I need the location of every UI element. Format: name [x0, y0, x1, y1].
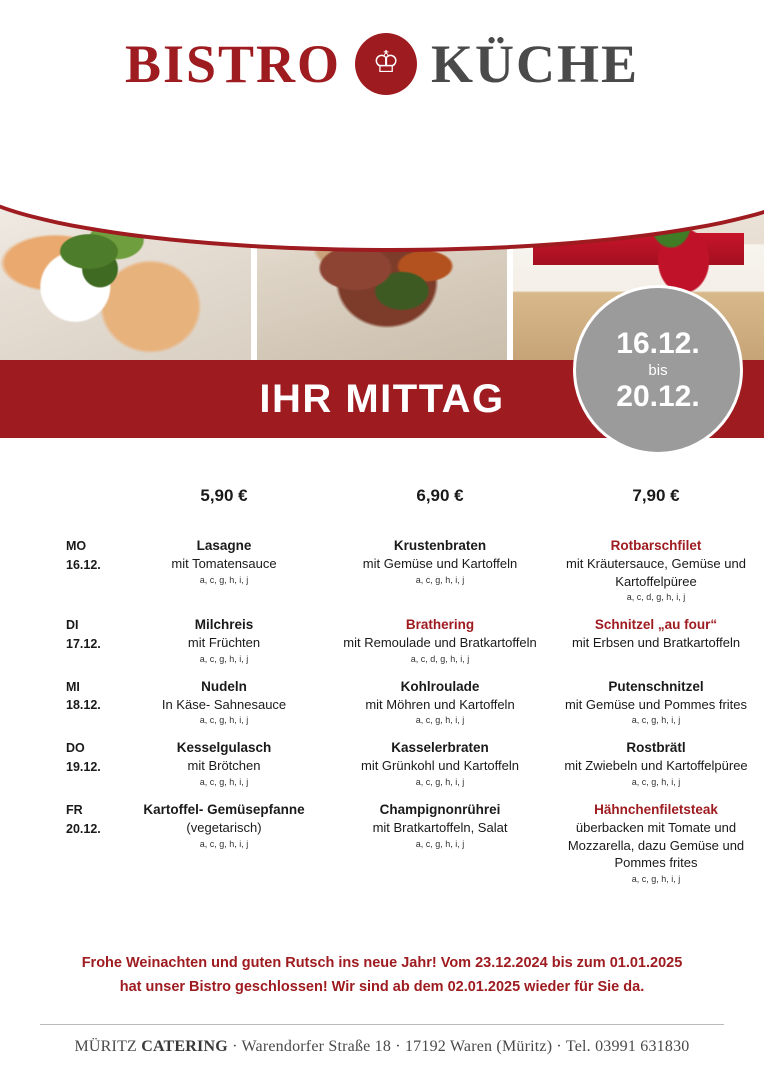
table-row	[0, 609, 764, 671]
dish-name: Krustenbraten	[393, 538, 487, 553]
dish-allergens: a, c, g, h, i, j	[199, 574, 249, 585]
price-row-spacer	[0, 486, 116, 506]
dish-name: Kasselerbraten	[391, 740, 489, 756]
dish-name: Kohlroulade	[400, 678, 480, 694]
dish-description: mit Gemüse und Kartoffeln	[362, 556, 518, 572]
dish-description: mit Gemüse und Pommes frites	[564, 696, 748, 712]
dish-name: Putenschnitzel	[608, 678, 704, 694]
day-cell	[0, 537, 116, 603]
dish-name: Brathering	[405, 617, 475, 633]
dish-name: Rotbarschfilet	[610, 538, 702, 553]
footer-brand-light: MÜRITZ	[74, 1038, 142, 1055]
footer-divider	[40, 1024, 724, 1025]
price-column-1: 5,90 €	[200, 486, 248, 505]
day-cell	[0, 616, 116, 665]
day-date: 19.12.	[66, 759, 101, 774]
banner-title: IHR MITTAG	[259, 376, 505, 421]
dish-description: mit Bratkartoffeln, Salat	[372, 820, 508, 836]
menu-table	[0, 530, 764, 890]
dish-allergens: a, c, d, g, h, i, j	[626, 592, 686, 603]
dish-name: Kesselgulasch	[176, 740, 272, 756]
dish-description: mit Brötchen	[187, 758, 261, 774]
footer-contact	[0, 1038, 764, 1056]
dish-allergens: a, c, g, h, i, j	[415, 574, 465, 585]
table-row	[0, 671, 764, 733]
dish-name: Nudeln	[201, 678, 247, 694]
dish-allergens: a, c, g, h, i, j	[631, 777, 681, 787]
dish-name: Champignonrührei	[379, 801, 501, 817]
price-column-2: 6,90 €	[416, 486, 464, 505]
day-cell	[0, 739, 116, 788]
dish-cell	[116, 801, 332, 885]
day-date: 16.12.	[66, 557, 101, 572]
day-date: 17.12.	[66, 636, 101, 651]
footer-brand-bold: CATERING	[141, 1038, 228, 1055]
dish-description: mit Möhren und Kartoffeln	[365, 696, 515, 712]
crown-badge	[355, 33, 417, 95]
dish-cell	[332, 678, 548, 727]
date-to: 20.12.	[616, 379, 700, 413]
date-separator: bis	[648, 361, 668, 379]
holiday-notice-line-2: hat unser Bistro geschlossen! Wir sind ab dem 02.01.2025 wieder für Sie da.	[119, 978, 645, 995]
dish-cell	[548, 537, 764, 603]
footer-address: · Warendorfer Straße 18 · 17192 Waren (Müritz) · Tel. 03991 631830	[227, 1038, 690, 1055]
dish-description: mit Erbsen und Bratkartoffeln	[571, 635, 741, 651]
dish-cell	[332, 537, 548, 603]
brand-header	[0, 28, 764, 100]
dish-cell	[332, 616, 548, 665]
dish-allergens: a, c, g, h, i, j	[199, 715, 249, 726]
day-date: 18.12.	[66, 698, 101, 713]
dish-description: In Käse- Sahnesauce	[161, 696, 287, 712]
dish-name: Rostbrätl	[626, 740, 686, 756]
day-name: DI	[66, 618, 79, 633]
crown-icon: ♔	[372, 46, 400, 79]
day-name: FR	[66, 802, 83, 817]
table-row	[0, 530, 764, 609]
dish-description: mit Remoulade und Bratkartoffeln	[343, 635, 537, 651]
date-range-badge	[576, 288, 740, 452]
dish-allergens: a, c, g, h, i, j	[415, 715, 465, 726]
dish-allergens: a, c, g, h, i, j	[199, 838, 249, 849]
dish-cell	[116, 678, 332, 727]
date-from: 16.12.	[616, 327, 700, 360]
dish-name: Hähnchenfiletsteak	[594, 801, 718, 817]
dish-cell	[548, 678, 764, 727]
dish-cell	[548, 616, 764, 665]
dish-description: (vegetarisch)	[186, 820, 262, 836]
dish-cell	[116, 537, 332, 603]
holiday-notice-line-1: Frohe Weinachten und guten Rutsch ins neue Jahr! Vom 23.12.2024 bis zum 01.01.2025	[81, 955, 683, 971]
logo-text-bistro: BISTRO	[124, 34, 342, 94]
dish-name: Schnitzel „au four“	[594, 617, 718, 633]
price-column-3: 7,90 €	[632, 486, 680, 505]
dish-name: Lasagne	[196, 538, 252, 553]
dish-cell	[332, 739, 548, 788]
dish-allergens: a, c, g, h, i, j	[415, 777, 465, 787]
day-cell	[0, 678, 116, 727]
dish-description: mit Zwiebeln und Kartoffelpüree	[564, 758, 748, 774]
day-name: MI	[66, 679, 80, 694]
day-name: MO	[66, 539, 87, 553]
holiday-notice	[0, 952, 764, 1000]
dish-cell	[116, 616, 332, 665]
dish-allergens: a, c, g, h, i, j	[199, 653, 249, 664]
dish-cell	[332, 801, 548, 885]
day-cell	[0, 801, 116, 885]
dish-allergens: a, c, g, h, i, j	[631, 873, 681, 884]
day-name: DO	[66, 741, 85, 756]
table-row	[0, 732, 764, 794]
table-row	[0, 794, 764, 891]
dish-cell	[548, 801, 764, 885]
dish-name: Kartoffel- Gemüsepfanne	[143, 801, 305, 817]
price-header-row	[0, 486, 764, 506]
dish-allergens: a, c, g, h, i, j	[199, 777, 249, 787]
dish-cell	[548, 739, 764, 788]
day-date: 20.12.	[66, 821, 101, 836]
logo-text-kueche: KÜCHE	[431, 34, 640, 94]
dish-name: Milchreis	[194, 617, 254, 633]
dish-allergens: a, c, d, g, h, i, j	[410, 653, 470, 664]
dish-allergens: a, c, g, h, i, j	[415, 838, 465, 849]
dish-description: überbacken mit Tomate und Mozzarella, dazu Gemüse und Pommes frites	[567, 820, 745, 871]
dish-description: mit Grünkohl und Kartoffeln	[360, 758, 519, 774]
dish-cell	[116, 739, 332, 788]
dish-description: mit Tomatensauce	[171, 556, 277, 572]
dish-description: mit Früchten	[187, 635, 261, 651]
dish-allergens: a, c, g, h, i, j	[631, 715, 681, 726]
dish-description: mit Kräutersauce, Gemüse und Kartoffelpüree	[566, 556, 746, 589]
